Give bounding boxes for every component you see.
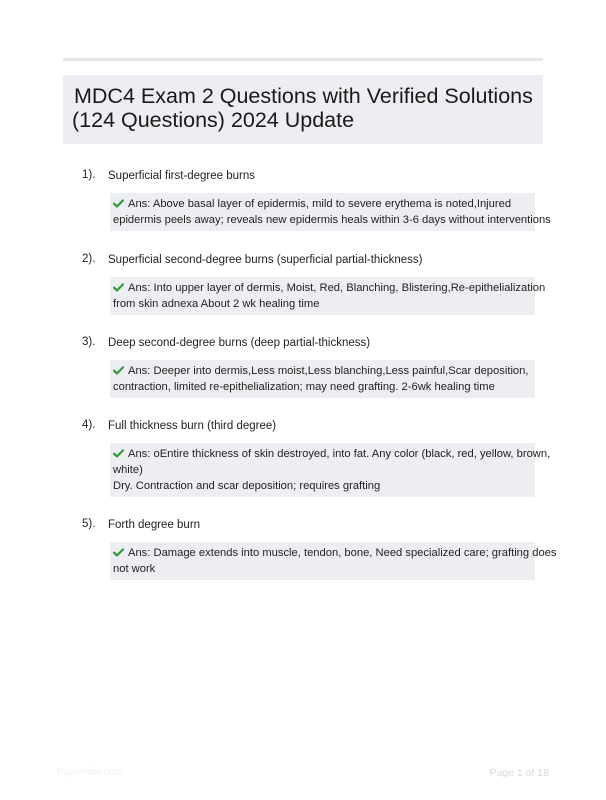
- question-text: Full thickness burn (third degree): [108, 420, 277, 432]
- answer-box: [110, 193, 551, 231]
- page-number: Page 1 of 18: [489, 767, 549, 779]
- question-number: 2).: [82, 253, 96, 265]
- answer-box: [110, 360, 535, 398]
- footer-watermark: PaperNibi.com: [57, 767, 123, 778]
- check-icon: [113, 283, 124, 292]
- question-number: 4).: [82, 419, 96, 431]
- title-line-2: (124 Questions) 2024 Update: [72, 108, 355, 132]
- answer-line: from skin adnexa About 2 wk healing time: [113, 298, 320, 310]
- answer-line: Ans: Above basal layer of epidermis, mild to severe erythema is noted,Injured: [113, 196, 531, 212]
- question-number: 1).: [82, 169, 96, 181]
- question-text: Deep second-degree burns (deep partial-thickness): [108, 337, 371, 349]
- check-icon: [113, 449, 124, 458]
- check-icon: [113, 548, 124, 557]
- check-icon: [113, 366, 124, 375]
- answer-box: [110, 443, 551, 497]
- title-line-1: MDC4 Exam 2 Questions with Verified Solutions: [74, 84, 533, 108]
- question-text: Superficial second-degree burns (superficial partial-thickness): [108, 254, 423, 266]
- check-icon: [113, 199, 124, 208]
- answer-line: Ans: Into upper layer of dermis, Moist, Red, Blanching, Blistering,Re-epithelialization: [113, 280, 531, 296]
- question-text: Superficial first-degree burns: [108, 170, 256, 182]
- answer-line: Ans: Deeper into dermis,Less moist,Less blanching,Less painful,Scar deposition,: [113, 363, 531, 379]
- header-divider: [63, 58, 543, 61]
- answer-line: white): [113, 464, 143, 476]
- question-number: 3).: [82, 336, 96, 348]
- answer-line: epidermis peels away; reveals new epidermis heals within 3-6 days without interventions: [113, 214, 551, 226]
- question-number: 5).: [82, 518, 96, 530]
- question-text: Forth degree burn: [108, 519, 201, 531]
- answer-line: Dry. Contraction and scar deposition; requires grafting: [113, 480, 381, 492]
- answer-line: Ans: Damage extends into muscle, tendon, bone, Need specialized care; grafting does: [113, 545, 531, 561]
- answer-box: [110, 542, 557, 580]
- answer-box: [110, 277, 546, 315]
- document-title: [63, 75, 543, 144]
- answer-line: Ans: oEntire thickness of skin destroyed, into fat. Any color (black, red, yellow, brown,: [113, 446, 531, 462]
- answer-line: not work: [113, 563, 156, 575]
- answer-line: contraction, limited re-epithelialization; may need grafting. 2-6wk healing time: [113, 381, 495, 393]
